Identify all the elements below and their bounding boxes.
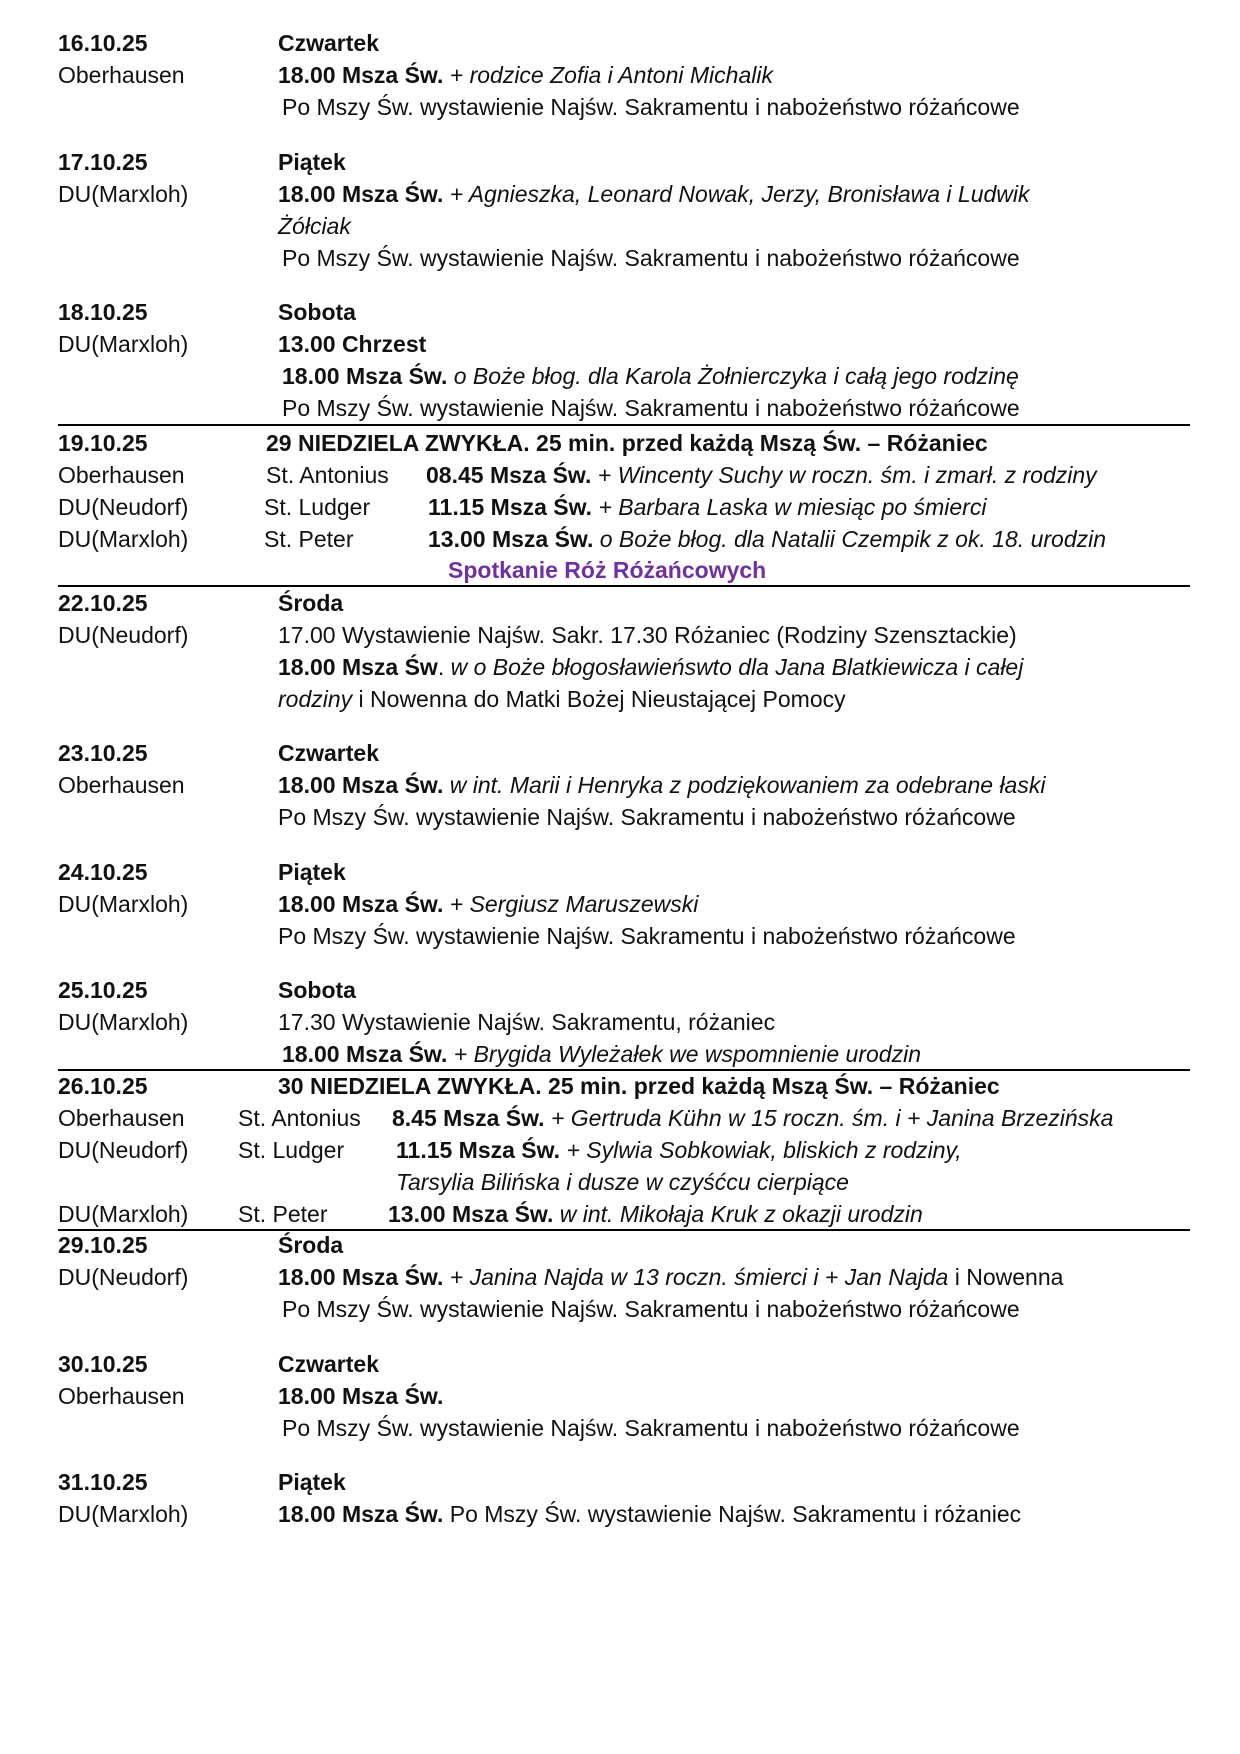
mass-line <box>278 889 698 919</box>
entry-day: Czwartek <box>278 30 379 56</box>
mass-time: 18.00 Msza Św. <box>282 363 448 389</box>
entry-place: DU(Marxloh) <box>58 181 189 207</box>
mass-line <box>278 1262 1063 1292</box>
mass-intention: w o Boże błogosławieńswto dla Jana Blatkiewicza i całej <box>444 654 1024 680</box>
note-line: Po Mszy Św. wystawienie Najśw. Sakramentu i nabożeństwo różańcowe <box>282 1296 1020 1322</box>
entry-date: 22.10.25 <box>58 590 148 616</box>
entry-date: 25.10.25 <box>58 977 148 1003</box>
row-church: St. Peter <box>238 1201 328 1227</box>
mass-time: 18.00 Msza Św. <box>278 1501 444 1527</box>
row-church: St. Antonius <box>238 1105 361 1131</box>
novena-text: i Nowenna do Matki Bożej Nieustającej Pomocy <box>352 686 846 712</box>
note-line: Po Mszy Św. wystawienie Najśw. Sakramentu i nabożeństwo różańcowe <box>282 245 1020 271</box>
mass-intention-cont: Żółciak <box>278 213 351 239</box>
mass-line <box>278 179 1030 209</box>
mass-time: 18.00 Msza Św. <box>278 1264 444 1290</box>
mass-punct: . <box>437 654 445 680</box>
mass-intention: o Boże błog. dla Karola Żołnierczyka i całą jego rodzinę <box>447 363 1019 389</box>
mass-line <box>282 1039 921 1069</box>
mass-time: 13.00 Msza Św. <box>388 1201 554 1227</box>
row-place: Oberhausen <box>58 1105 185 1131</box>
row-place: DU(Marxloh) <box>58 526 189 552</box>
entry-date: 31.10.25 <box>58 1469 148 1495</box>
note-line: Po Mszy Św. wystawienie Najśw. Sakramentu i nabożeństwo różańcowe <box>278 923 1016 949</box>
row-church: St. Ludger <box>238 1137 345 1163</box>
entry-place: DU(Neudorf) <box>58 622 189 648</box>
note-line: Po Mszy Św. wystawienie Najśw. Sakramentu i nabożeństwo różańcowe <box>278 804 1016 830</box>
mass-line <box>282 361 1019 391</box>
mass-time: 18.00 Msza Św. <box>278 891 444 917</box>
mass-intention: + rodzice Zofia i Antoni Michalik <box>443 62 773 88</box>
mass-time: 18.00 Msza Św <box>278 654 438 680</box>
mass-line <box>426 460 1097 490</box>
mass-time: 11.15 Msza Św. <box>428 494 593 520</box>
entry-place: DU(Marxloh) <box>58 1009 189 1035</box>
entry-day: Sobota <box>278 977 356 1003</box>
entry-place: Oberhausen <box>58 772 185 798</box>
mass-line <box>388 1199 923 1229</box>
note-line: Po Mszy Św. wystawienie Najśw. Sakramentu i nabożeństwo różańcowe <box>282 1415 1020 1441</box>
row-place: DU(Marxloh) <box>58 1201 189 1227</box>
entry-day: Czwartek <box>278 740 379 766</box>
mass-time: 18.00 Msza Św. <box>278 772 444 798</box>
divider <box>58 424 1190 426</box>
mass-line <box>392 1103 1113 1133</box>
mass-line-cont <box>278 684 846 714</box>
entry-date: 18.10.25 <box>58 299 148 325</box>
entry-day: Sobota <box>278 299 356 325</box>
mass-time: 08.45 Msza Św. <box>426 462 592 488</box>
entry-day: Środa <box>278 590 344 616</box>
mass-line <box>278 60 773 90</box>
row-place: DU(Neudorf) <box>58 494 189 520</box>
mass-intention: rodziny <box>278 686 353 712</box>
entry-date: 30.10.25 <box>58 1351 148 1377</box>
note-line: 17.00 Wystawienie Najśw. Sakr. 17.30 Różaniec (Rodziny Szensztackie) <box>278 622 1017 648</box>
rosary-meeting-note: Spotkanie Róż Różańcowych <box>448 557 767 583</box>
mass-line <box>428 524 1106 554</box>
row-church: St. Ludger <box>264 494 371 520</box>
entry-date: 23.10.25 <box>58 740 148 766</box>
mass-intention: + Brygida Wyleżałek we wspomnienie urodzin <box>447 1041 921 1067</box>
mass-intention: + Sylwia Sobkowiak, bliskich z rodziny, <box>560 1137 962 1163</box>
mass-line <box>428 492 986 522</box>
baptism-line: 13.00 Chrzest <box>278 331 427 357</box>
entry-place: DU(Marxloh) <box>58 331 189 357</box>
row-church: St. Antonius <box>266 462 389 488</box>
entry-place: DU(Neudorf) <box>58 1264 189 1290</box>
entry-day: Piątek <box>278 859 346 885</box>
entry-date: 26.10.25 <box>58 1073 148 1099</box>
entry-day: Piątek <box>278 149 346 175</box>
mass-time: 18.00 Msza Św. <box>282 1041 448 1067</box>
mass-time: 18.00 Msza Św. <box>278 62 444 88</box>
mass-intention: o Boże błog. dla Natalii Czempik z ok. 18. urodzin <box>593 526 1107 552</box>
entry-place: DU(Marxloh) <box>58 1501 189 1527</box>
note-line: Po Mszy Św. wystawienie Najśw. Sakramentu i nabożeństwo różańcowe <box>282 94 1020 120</box>
divider <box>58 585 1190 587</box>
mass-intention: w int. Mikołaja Kruk z okazji urodzin <box>553 1201 923 1227</box>
mass-line <box>278 770 1045 800</box>
entry-date: 24.10.25 <box>58 859 148 885</box>
entry-day: Środa <box>278 1232 344 1258</box>
mass-intention: + Agnieszka, Leonard Nowak, Jerzy, Bronisława i Ludwik <box>443 181 1030 207</box>
entry-date: 19.10.25 <box>58 430 148 456</box>
entry-date: 29.10.25 <box>58 1232 148 1258</box>
entry-date: 16.10.25 <box>58 30 148 56</box>
mass-intention: + Janina Najda w 13 roczn. śmierci i + Jan Najda <box>443 1264 949 1290</box>
entry-place: DU(Marxloh) <box>58 891 189 917</box>
mass-intention: + Barbara Laska w miesiąc po śmierci <box>592 494 987 520</box>
mass-line <box>396 1135 962 1165</box>
mass-time: 13.00 Msza Św. <box>428 526 594 552</box>
mass-intention: + Sergiusz Maruszewski <box>443 891 699 917</box>
mass-time: 18.00 Msza Św. <box>278 181 444 207</box>
mass-time: 8.45 Msza Św. <box>392 1105 545 1131</box>
entry-date: 17.10.25 <box>58 149 148 175</box>
sunday-header: 30 NIEDZIELA ZWYKŁA. 25 min. przed każdą Mszą Św. – Różaniec <box>278 1073 1000 1099</box>
mass-intention: + Wincenty Suchy w roczn. śm. i zmarł. z rodziny <box>591 462 1097 488</box>
entry-day: Piątek <box>278 1469 346 1495</box>
divider <box>58 1229 1190 1231</box>
mass-intention-cont: Tarsylia Bilińska i dusze w czyśćcu cierpiące <box>396 1169 849 1195</box>
note-text: Po Mszy Św. wystawienie Najśw. Sakramentu i różaniec <box>443 1501 1022 1527</box>
mass-line <box>278 1499 1021 1529</box>
entry-place: Oberhausen <box>58 62 185 88</box>
entry-place: Oberhausen <box>58 1383 185 1409</box>
row-church: St. Peter <box>264 526 354 552</box>
row-place: Oberhausen <box>58 462 185 488</box>
mass-time: 11.15 Msza Św. <box>396 1137 561 1163</box>
novena-text: i Nowenna <box>948 1264 1064 1290</box>
sunday-header: 29 NIEDZIELA ZWYKŁA. 25 min. przed każdą Mszą Św. – Różaniec <box>266 430 988 456</box>
mass-intention: + Gertruda Kühn w 15 roczn. śm. i + Janina Brzezińska <box>544 1105 1114 1131</box>
mass-time: 18.00 Msza Św. <box>278 1383 444 1409</box>
entry-day: Czwartek <box>278 1351 379 1377</box>
row-place: DU(Neudorf) <box>58 1137 189 1163</box>
note-line: 17.30 Wystawienie Najśw. Sakramentu, różaniec <box>278 1009 776 1035</box>
mass-intention: w int. Marii i Henryka z podziękowaniem za odebrane łaski <box>443 772 1046 798</box>
mass-line <box>278 652 1023 682</box>
note-line: Po Mszy Św. wystawienie Najśw. Sakramentu i nabożeństwo różańcowe <box>282 395 1020 421</box>
